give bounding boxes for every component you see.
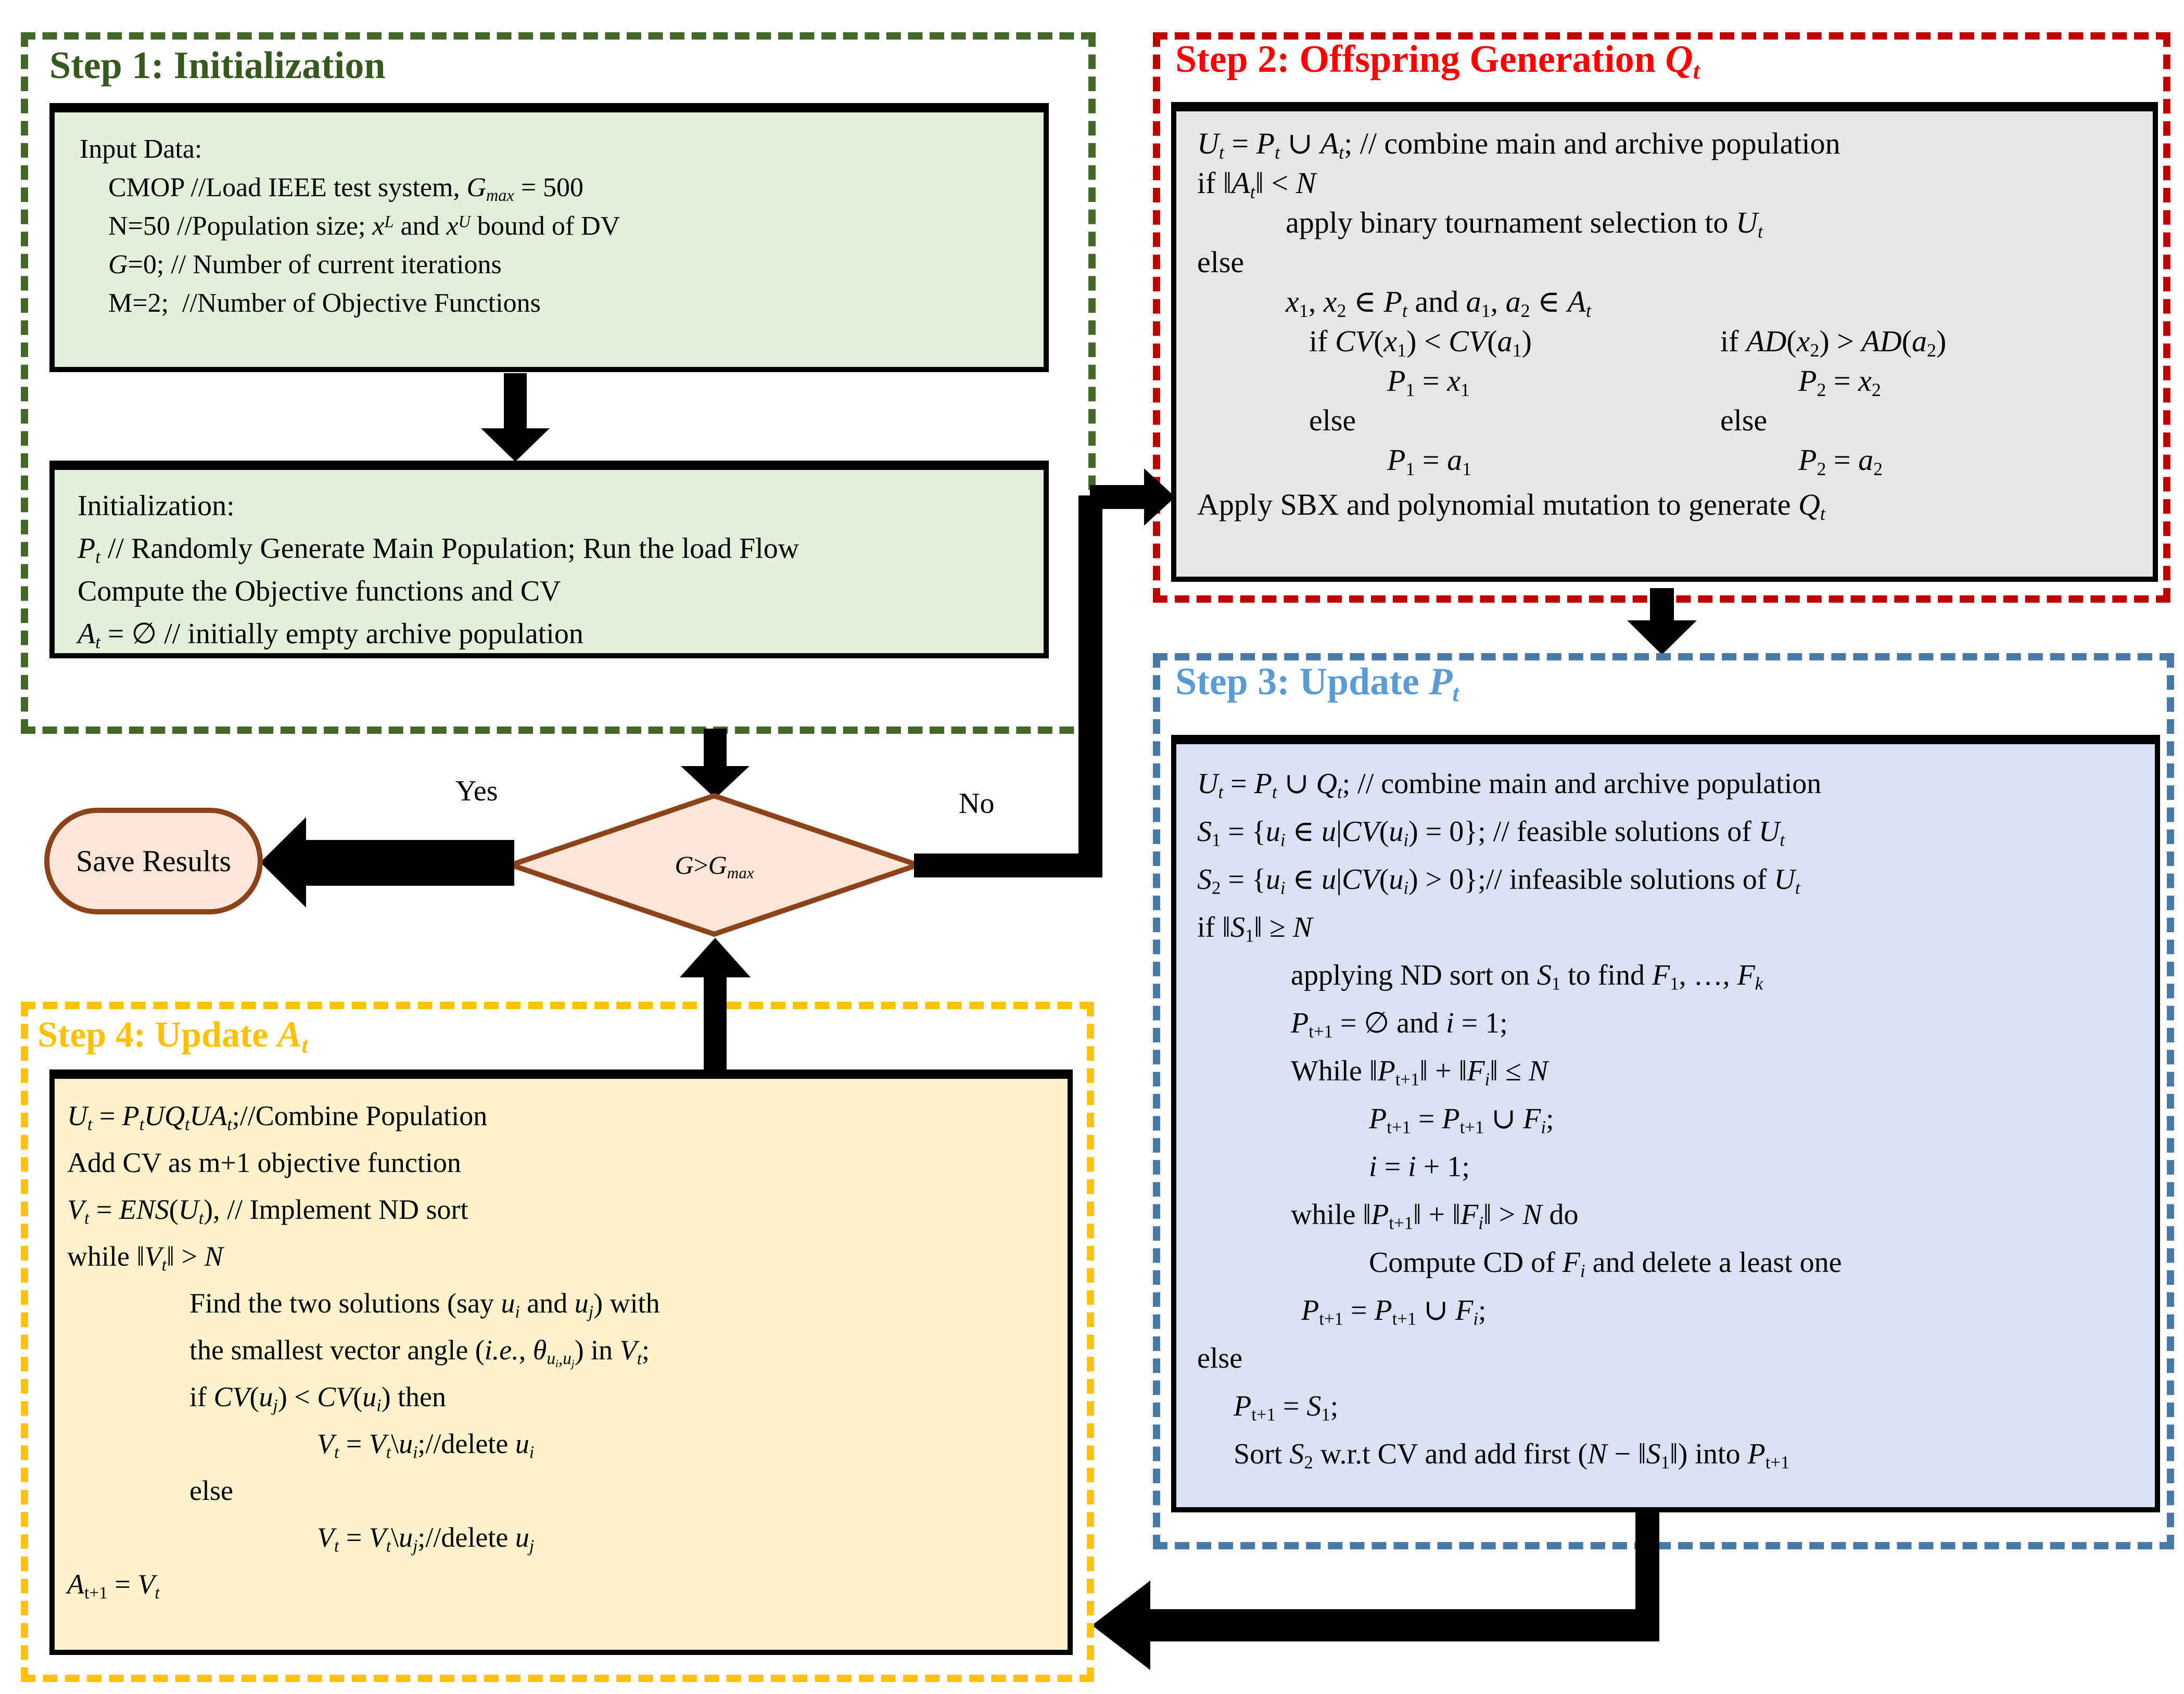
code-line: applying ND sort on $S_1$ to find $F_1$, …, $F_k$ xyxy=(1291,959,1763,994)
code-line: $P_1 = x_1$ xyxy=(1387,364,1470,401)
code-line: M=2; //Number of Objective Functions xyxy=(108,288,541,318)
code-lines xyxy=(1197,124,2153,322)
code-line: else xyxy=(1309,403,1356,437)
code-line: $S_2 = \{u_i$ ∈ $u|CV(u_i)$ > 0};// infeasible solutions of $U_t$ xyxy=(1197,863,1800,898)
no-connector-head xyxy=(1144,468,1175,526)
step2-title: Step 2: Offspring Generation $Q_t$ xyxy=(1175,38,1700,84)
code-line: $A_{t+1} = V_t$ xyxy=(67,1569,160,1603)
arrow-input-to-init xyxy=(504,373,527,429)
code-line: $V_t = ENS(U_t)$, // Implement ND sort xyxy=(67,1194,468,1228)
input-data-box xyxy=(49,103,1049,372)
step3-code-box xyxy=(1171,735,2160,1512)
no-label: No xyxy=(959,787,995,820)
code-line: $S_1 = \{u_i$ ∈ $u|CV(u_i) = 0$}; // feasible solutions of $U_t$ xyxy=(1197,816,1785,850)
code-line: $V_t$ = $V_t\backslash u_j;/$/delete $u_j$ xyxy=(317,1522,535,1556)
arrow-input-to-init-head xyxy=(481,428,550,462)
no-connector-horizontal-2 xyxy=(1090,485,1146,509)
arrow-step4-to-decision xyxy=(704,976,727,1069)
code-line: Add CV as m+1 objective function xyxy=(67,1147,461,1178)
arrow-decision-to-save xyxy=(305,840,514,886)
code-line: else xyxy=(1197,245,1245,279)
arrow-step3-to-step4-vertical xyxy=(1635,1512,1659,1611)
code-line: N=50 //Population size; $x^L$ and $x^U$ bound of DV xyxy=(108,211,620,241)
no-connector-vertical xyxy=(1078,495,1102,877)
code-line: $A_t$ = ∅ // initially empty archive population xyxy=(78,618,583,653)
code-line: Apply SBX and polynomial mutation to generate $Q_t$ xyxy=(1197,488,1825,525)
decision-label: G > $G_{max}$ xyxy=(675,850,754,882)
step4-title: Step 4: Update $A_t$ xyxy=(37,1015,308,1059)
code-line: else xyxy=(1197,1342,1243,1374)
code-line: else xyxy=(189,1475,233,1506)
step2-branch-columns xyxy=(1197,322,2153,482)
initialization-box xyxy=(49,461,1049,658)
step3-title: Step 3: Update $P_t$ xyxy=(1175,660,1459,706)
code-line: i = i + 1; xyxy=(1369,1151,1470,1183)
code-line: $U_t = P_t$ ∪ $Q_t$; // combine main and archive population xyxy=(1197,768,1822,803)
save-results-node xyxy=(44,808,263,914)
step4-code-box xyxy=(49,1069,1073,1655)
code-line: $P_1 = a_1$ xyxy=(1387,443,1472,480)
code-line: while $‖V_t‖ > N$ xyxy=(67,1241,223,1275)
code-line: While $‖P_{t+1}‖$ + $‖F_i‖ \le N$ xyxy=(1291,1055,1548,1090)
code-line: $P_2 = a_2$ xyxy=(1798,443,1883,480)
code-line: $P_t$ // Randomly Generate Main Population; Run the load Flow xyxy=(78,532,799,567)
code-line: Compute CD of $F_i$ and delete a least one xyxy=(1369,1246,1842,1281)
arrow-step2-to-step3-head xyxy=(1627,620,1697,655)
code-lines xyxy=(1176,744,2155,1507)
code-line: $U_t = P_t$ ∪ $A_t$; // combine main and archive population xyxy=(1197,126,1840,163)
arrow-step1-to-decision xyxy=(704,729,727,767)
code-line: Initialization: xyxy=(78,490,235,522)
code-line: G=0; // Number of current iterations xyxy=(108,250,502,279)
step2-code-box xyxy=(1171,102,2158,582)
code-lines xyxy=(1309,322,1532,480)
arrow-step3-to-step4-head xyxy=(1092,1581,1150,1670)
arrow-step4-to-decision-head xyxy=(680,938,751,977)
decision-diamond xyxy=(507,792,921,938)
arrow-step3-to-step4-horizontal xyxy=(1149,1609,1659,1641)
no-connector-horizontal-1 xyxy=(914,854,1092,877)
code-line: Find the two solutions (say $u_i$ and $u_j$) with xyxy=(189,1288,660,1322)
code-lines xyxy=(1720,322,1946,480)
code-line: Compute the Objective functions and CV xyxy=(78,575,561,607)
step1-title: Step 1: Initialization xyxy=(49,44,386,87)
code-line: Input Data: xyxy=(80,134,202,164)
save-results-label: Save Results xyxy=(75,844,232,878)
code-line: $P_{t+1} = P_{t+1}$ ∪ $F_i$; xyxy=(1369,1103,1554,1138)
code-line: if $CV(u_j) < CV(u_i)$ then xyxy=(189,1381,447,1416)
code-line: $x_1$, $x_2$ ∈ $P_t$ and $a_1$, $a_2$ ∈ $A_t$ xyxy=(1286,285,1591,322)
code-line: CMOP //Load IEEE test system, $G_{max} = 500$ xyxy=(108,173,584,205)
code-line: Sort $S_2$ w.r.t CV and add first $(N - ‖S_1‖)$ into $P_{t+1}$ xyxy=(1234,1438,1790,1473)
code-line: the smallest vector angle (i.e., $\theta_{u_i,u_j}$) in $V_t$; xyxy=(189,1334,650,1370)
code-line: if $AD(x_2) > AD(a_2)$ xyxy=(1720,324,1947,361)
code-line: $P_{t+1} = P_{t+1}$ ∪ $F_i$; xyxy=(1301,1294,1487,1329)
code-line: $P_{t+1} = S_1$; xyxy=(1234,1390,1339,1425)
code-lines xyxy=(55,470,1044,653)
arrow-step2-to-step3 xyxy=(1650,588,1674,621)
code-line: apply binary tournament selection to $U_t$ xyxy=(1286,206,1763,243)
code-lines xyxy=(55,1079,1068,1650)
code-line: while $‖P_{t+1}‖$ + $‖F_i‖ > N$ do xyxy=(1291,1199,1579,1233)
code-line: $P_{t+1}$ = ∅ and i = 1; xyxy=(1291,1007,1508,1042)
yes-label: Yes xyxy=(455,775,498,807)
code-line: if $‖S_1‖ \ge N$ xyxy=(1197,911,1313,946)
code-lines xyxy=(1197,485,2153,525)
code-line: if $‖A_t‖ < N$ xyxy=(1197,166,1316,203)
code-line: if $CV(x_1) < CV(a_1)$ xyxy=(1309,324,1532,361)
code-line: $U_t$ = $P_tUQ_tUA_t;/$/Combine Population xyxy=(67,1100,488,1135)
code-lines xyxy=(55,112,1044,367)
code-line: else xyxy=(1720,403,1768,437)
arrow-decision-to-save-head xyxy=(260,817,306,908)
code-line: $P_2 = x_2$ xyxy=(1798,364,1881,401)
code-line: $V_t$ = $V_t\backslash u_i;/$/delete $u_i$ xyxy=(317,1428,535,1462)
